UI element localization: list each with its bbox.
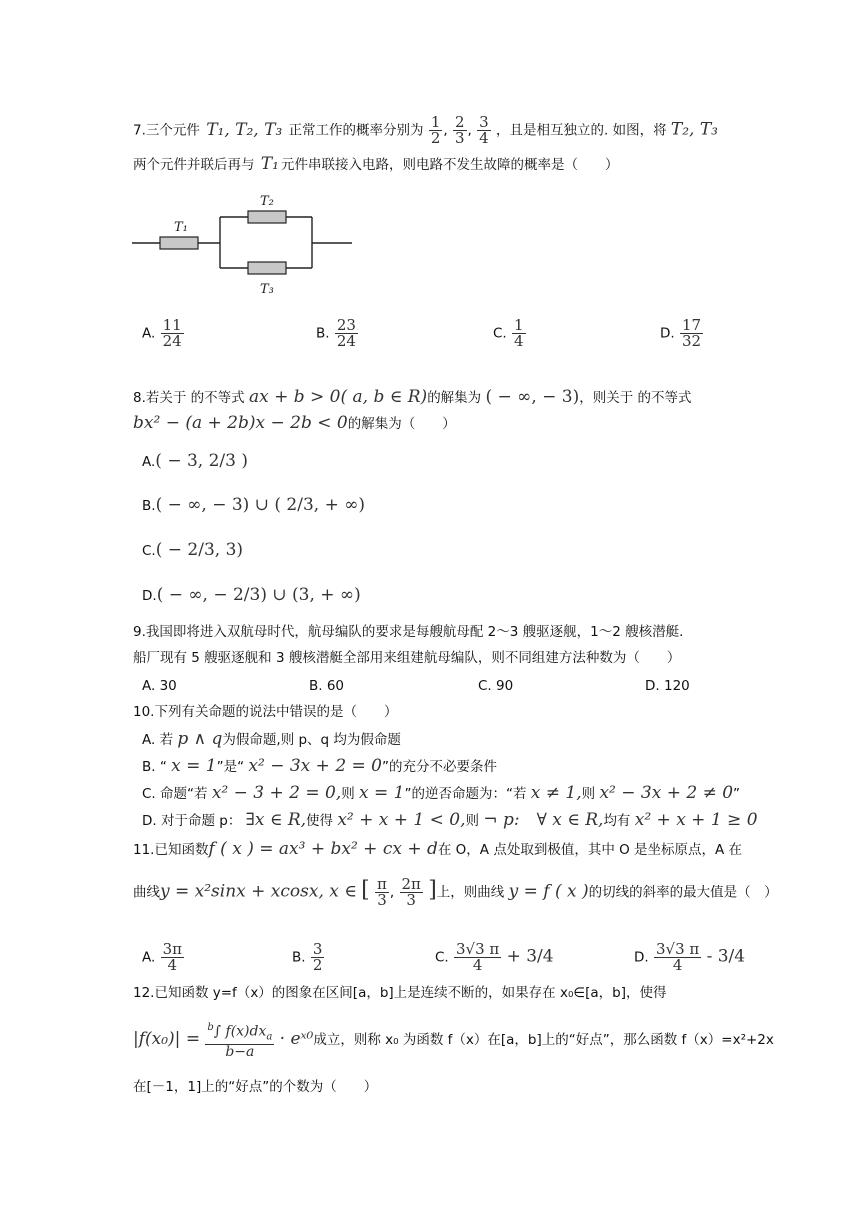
q7-elements: T₁, T₂, T₃ xyxy=(206,119,283,140)
q7-prob-2: $\frac{2}{3}$ xyxy=(455,113,465,147)
q12-formula-fraction: $\frac{^b\int f(x)dx_a}{b-a}$ xyxy=(207,1022,273,1061)
q7-option-d[interactable]: D. $\frac{17}{32}$ xyxy=(660,316,702,350)
q7-stem-mid: 正常工作的概率分别为 xyxy=(288,122,424,139)
q10-stem: 10.下列有关命题的说法中错误的是（ ） xyxy=(133,704,398,720)
q8-solution-set: ( − ∞, − 3) xyxy=(485,387,580,407)
q10-option-c[interactable]: C. 命题“若 x² − 3 + 2 = 0,则 x = 1”的逆否命题为：“若 x ≠ 1,则 x² − 3x + 2 ≠ 0” xyxy=(142,783,741,803)
q10-option-a[interactable]: A. 若 p ∧ q为假命题,则 p、q 均为假命题 xyxy=(142,729,401,749)
t1-resistor xyxy=(160,237,198,249)
q11-line2: 曲线y = x²sinx + xcosx, x ∈ [ $\frac{\pi}{3}$ , $\frac{2\pi}{3}$ ]上，则曲线 y = f ( x )的切线的斜率的最大值是（ ） xyxy=(133,875,778,909)
circuit-diagram xyxy=(130,190,370,300)
q9-option-b[interactable]: B. 60 xyxy=(309,678,345,694)
q12-line1: 12.已知函数 y=f（x）的图象在区间[a，b]上是连续不断的，如果存在 x₀∈[a，b]，使得 xyxy=(133,985,667,1001)
q7-stem-tail: ，且是相互独立的. 如图，将 xyxy=(495,122,667,139)
q7-line1: 7.三个元件 T₁, T₂, T₃ 正常工作的概率分别为 $\frac{1}{2}$ , $\frac{2}{3}$ , $\frac{3}{4}$ ，且是相互独立的. 如图，将 T₂, T₃ xyxy=(133,113,718,147)
q7-option-a[interactable]: A. $\frac{11}{24}$ xyxy=(142,316,182,350)
q11-line1: 11.已知函数f ( x ) = ax³ + bx² + cx + d在 O，A 点处取到极值，其中 O 是坐标原点，A 在 xyxy=(133,839,743,859)
q7-stem-label: 7.三个元件 xyxy=(133,122,200,139)
q8-option-d[interactable]: D.( − ∞, − 2/3) ∪ (3, + ∞) xyxy=(142,585,361,605)
q7-option-c[interactable]: C. $\frac{1}{4}$ xyxy=(493,316,524,350)
q8-line2: bx² − (a + 2b)x − 2b < 0的解集为（ ） xyxy=(133,413,456,433)
q9-line2: 船厂现有 5 艘驱逐舰和 3 艘核潜艇全部用来组建航母编队，则不同组建方法种数为（ ） xyxy=(133,650,681,666)
t2-label: T₂ xyxy=(260,194,274,209)
q7-option-b[interactable]: B. $\frac{23}{24}$ xyxy=(316,316,356,350)
q11-option-b[interactable]: B. $\frac{3}{2}$ xyxy=(292,940,323,974)
q12-formula-lhs: |f(x₀)| = xyxy=(133,1029,201,1050)
q9-line1: 9.我国即将进入双航母时代，航母编队的要求是每艘航母配 2～3 艘驱逐舰，1～2 艘核潜艇. xyxy=(133,624,684,640)
q10-option-b[interactable]: B. “ x = 1”是“ x² − 3x + 2 = 0”的充分不必要条件 xyxy=(142,756,497,776)
q7-pair: T₂, T₃ xyxy=(670,119,718,140)
q12-line2: |f(x₀)| = $\frac{^b\int f(x)dx_a}{b-a}$ · eˣ⁰成立，则称 x₀ 为函数 f（x）在[a，b]上的“好点”，那么函数 f（x）=x²+2x xyxy=(133,1022,774,1061)
t3-label: T₃ xyxy=(260,282,274,297)
q7-line2 xyxy=(133,153,618,176)
q7-prob-1: $\frac{1}{2}$ xyxy=(430,113,441,147)
q7-line2-a: 两个元件并联后再与 xyxy=(133,157,255,173)
q11-option-d[interactable]: D. $\frac{3√3 \pi}{4}$ - 3/4 xyxy=(634,940,746,974)
t1-label: T₁ xyxy=(174,220,188,235)
q8-option-a[interactable]: A.( − 3, 2/3 ) xyxy=(142,451,248,471)
q12-line3: 在[－1，1]上的“好点”的个数为（ ） xyxy=(133,1079,378,1095)
q11-interval-start: $\frac{\pi}{3}$ xyxy=(377,875,387,909)
q10-option-d[interactable]: D. 对于命题 p： ∃x ∈ R,使得 x² + x + 1 < 0,则 ¬ p: ∀ x ∈ R,均有 x² + x + 1 ≥ 0 xyxy=(142,810,758,830)
q7-line2-b: 元件串联接入电路，则电路不发生故障的概率是（ ） xyxy=(280,157,619,173)
q11-option-c[interactable]: C. $\frac{3√3 \pi}{4}$ + 3/4 xyxy=(435,940,554,974)
q9-option-d[interactable]: D. 120 xyxy=(645,678,690,694)
q8-inequality-1: ax + b > 0( a, b ∈ R) xyxy=(248,387,428,407)
q9-option-a[interactable]: A. 30 xyxy=(142,678,177,694)
t2-resistor xyxy=(248,211,286,223)
q11-interval-end: $\frac{2\pi}{3}$ xyxy=(401,875,421,909)
q7-prob-3: $\frac{3}{4}$ xyxy=(479,113,489,147)
q8-line1: 8.若关于 的不等式 ax + b > 0( a, b ∈ R)的解集为 ( − ∞, − 3)，则关于 的不等式 xyxy=(133,387,692,407)
q8-inequality-2: bx² − (a + 2b)x − 2b < 0 xyxy=(133,413,348,433)
q9-option-c[interactable]: C. 90 xyxy=(478,678,514,694)
t3-resistor xyxy=(248,262,286,274)
q11-option-a[interactable]: A. $\frac{3\pi}{4}$ xyxy=(142,940,182,974)
q8-option-c[interactable]: C.( − 2/3, 3) xyxy=(142,540,244,560)
q7-series-element: T₁ xyxy=(260,154,279,174)
q8-option-b[interactable]: B.( − ∞, − 3) ∪ ( 2/3, + ∞) xyxy=(142,495,366,515)
